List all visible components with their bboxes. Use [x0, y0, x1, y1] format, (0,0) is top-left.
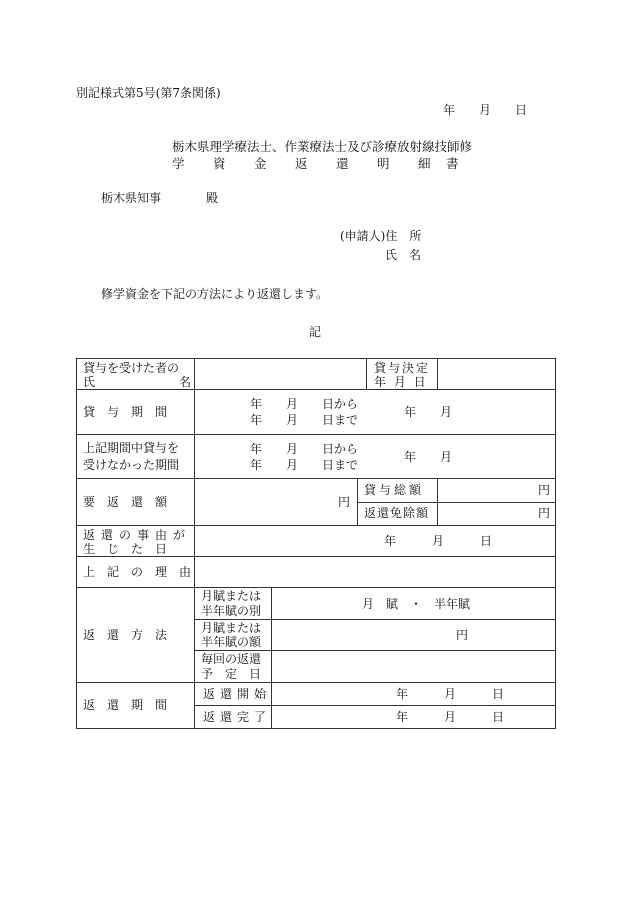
no-loan-period-from[interactable]: 年 月 日から [250, 442, 359, 456]
schedule-label-2: 予 定 日 [201, 667, 262, 681]
title-char: 学 [172, 156, 185, 171]
borrower-name-label-1: 貸与を受けた者の [83, 361, 180, 375]
schedule-field[interactable] [277, 655, 549, 679]
exemption-yen[interactable]: 円 [538, 506, 551, 520]
addressee-honorific: 殿 [206, 191, 219, 205]
reason-date-value[interactable]: 年 月 日 [384, 534, 493, 548]
title-char: 書 [446, 156, 459, 171]
repay-amount-yen[interactable]: 円 [338, 495, 351, 509]
title-char: 還 [336, 156, 349, 171]
applicant-address-label: (申請人)住 所 [340, 229, 422, 243]
monthly-type-label-2: 半年賦の別 [201, 604, 262, 618]
no-loan-period-label-2: 受けなかった期間 [83, 458, 180, 472]
loan-period-label: 貸 与 期 間 [83, 405, 168, 419]
title-char: 明 [377, 156, 390, 171]
no-loan-period-duration[interactable]: 年 月 [404, 450, 453, 464]
monthly-amount-label-2: 半年賦の額 [201, 635, 262, 649]
title-char: 返 [295, 156, 308, 171]
method-label: 返 還 方 法 [83, 628, 168, 642]
addressee-name: 栃木県知事 [101, 191, 162, 205]
monthly-amount-yen[interactable]: 円 [456, 628, 469, 642]
decision-date-field[interactable] [442, 362, 550, 386]
decision-date-label-1: 貸与決定 [374, 361, 431, 375]
loan-period-to[interactable]: 年 月 日まで [250, 413, 359, 427]
reason-date-label-2: 生 じ た 日 [83, 542, 168, 556]
schedule-label-1: 毎回の返還 [201, 652, 262, 666]
body-text: 修学資金を下記の方法により返還します。 [101, 287, 329, 301]
title-char: 細 [418, 156, 431, 171]
total-loan-yen[interactable]: 円 [538, 483, 551, 497]
ki-label: 記 [309, 325, 322, 339]
applicant-name-label: 氏 名 [385, 248, 422, 262]
start-date[interactable]: 年 月 日 [396, 687, 505, 701]
loan-period-from[interactable]: 年 月 日から [250, 397, 359, 411]
exemption-label: 返還免除額 [364, 506, 430, 520]
no-loan-period-label-1: 上記期間中貸与を [83, 441, 180, 455]
period-label: 返 還 期 間 [83, 698, 168, 712]
end-label: 返還完了 [203, 710, 272, 724]
reason-date-label-1: 返還の事由が [83, 528, 192, 542]
reason-label: 上 記 の 理 由 [83, 565, 192, 579]
reason-field[interactable] [202, 560, 550, 584]
end-date[interactable]: 年 月 日 [396, 710, 505, 724]
title-char: 資 [213, 156, 226, 171]
monthly-type-value[interactable]: 月 賦 ・ 半年賦 [362, 597, 471, 611]
title-char: 金 [254, 156, 267, 171]
monthly-amount-label-1: 月賦または [201, 621, 262, 635]
borrower-name-field[interactable] [202, 362, 362, 386]
borrower-name-label-2: 氏 名 [83, 375, 192, 389]
total-loan-label: 貸与総額 [364, 483, 425, 497]
start-label: 返還開始 [203, 687, 272, 701]
decision-date-label-2: 年 月 日 [374, 375, 428, 389]
document-title-line1: 栃木県理学療法士、作業療法士及び診療放射線技師修 [172, 139, 473, 154]
loan-period-duration[interactable]: 年 月 [404, 405, 453, 419]
date-line: 年 月 日 [443, 103, 528, 117]
monthly-type-label-1: 月賦または [201, 589, 262, 603]
no-loan-period-to[interactable]: 年 月 日まで [250, 458, 359, 472]
form-number: 別記様式第5号(第7条関係) [76, 86, 221, 100]
repay-amount-label: 要 返 還 額 [83, 495, 168, 509]
